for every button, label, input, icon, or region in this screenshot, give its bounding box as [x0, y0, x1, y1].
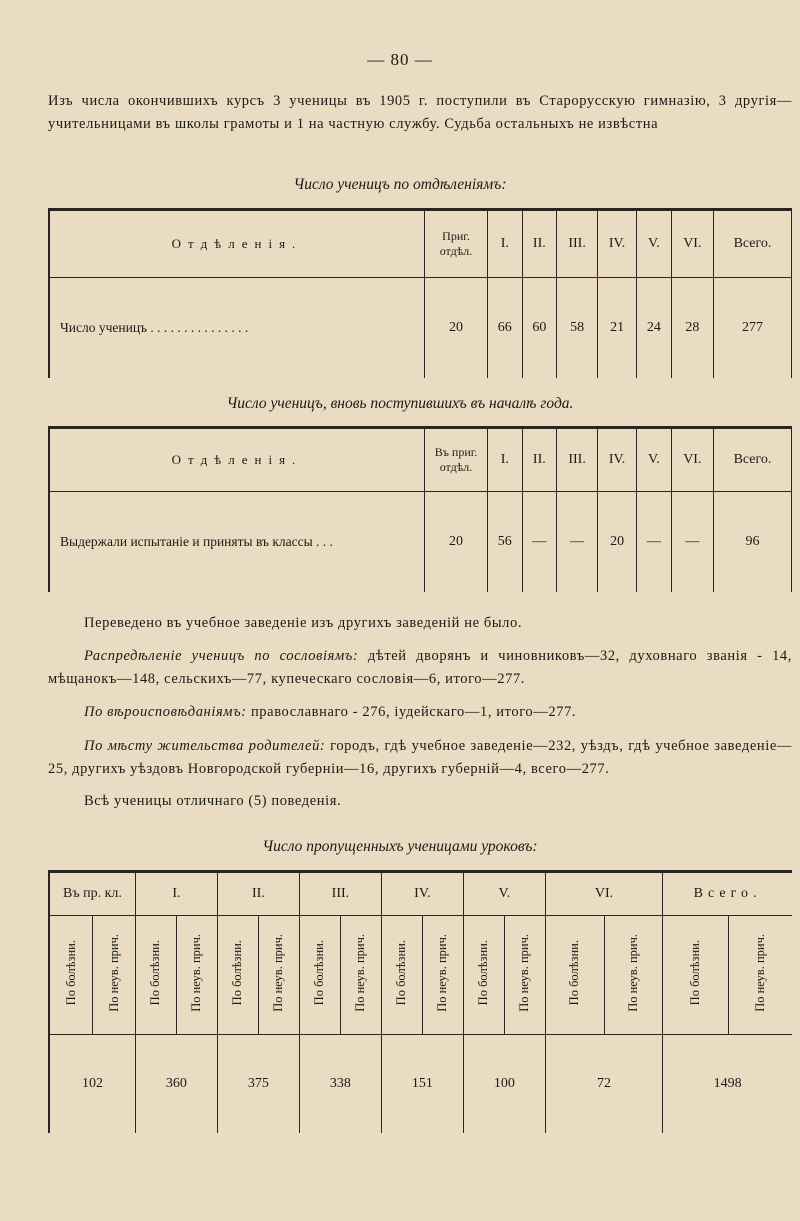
table1-cell: 66 — [488, 278, 523, 378]
table-students-by-division — [48, 208, 792, 378]
table2-col: Въ приг. отдѣл. — [425, 428, 488, 492]
estates-paragraph — [48, 645, 792, 691]
table2-caption: Число ученицъ, вновь поступившихъ въ началѣ года. — [226, 395, 574, 412]
page-number: — 80 — — [367, 50, 433, 69]
sub-illness: По болѣзни. — [63, 939, 78, 1006]
table-missed-lessons — [48, 870, 792, 1133]
table1-cell: 20 — [425, 278, 488, 378]
table1-col: VI. — [671, 210, 713, 278]
table3-cell: 72 — [545, 1035, 662, 1134]
sub-illness: По болѣзни. — [688, 939, 703, 1006]
sub-unexcused: По неув. прич. — [106, 933, 121, 1012]
table3-group: V. — [463, 872, 545, 916]
table3-group: II. — [217, 872, 299, 916]
table1-header-label: Отдѣленія. — [49, 210, 425, 278]
religion-paragraph — [48, 701, 792, 724]
sub-unexcused: По неув. прич. — [353, 933, 368, 1012]
table3-cell: 151 — [381, 1035, 463, 1134]
sub-illness: По болѣзни. — [567, 939, 582, 1006]
table2-col: III. — [557, 428, 598, 492]
table3-group: IV. — [381, 872, 463, 916]
table-row — [49, 492, 792, 592]
table3-caption: Число пропущенныхъ ученицами уроковъ: — [262, 838, 538, 855]
table1-col: II. — [522, 210, 557, 278]
table3-group: III. — [299, 872, 381, 916]
sub-unexcused: По неув. прич. — [435, 933, 450, 1012]
table1-col: I. — [488, 210, 523, 278]
table3-cell: 102 — [49, 1035, 135, 1134]
table2-cell: — — [637, 492, 672, 592]
residence-paragraph — [48, 735, 792, 781]
table2-cell: 56 — [488, 492, 523, 592]
table3-cell: 100 — [463, 1035, 545, 1134]
table2-cell: — — [557, 492, 598, 592]
table2-row-label: Выдержали испытаніе и приняты въ классы . . . — [49, 492, 425, 592]
table3-group: Въ пр. кл. — [49, 872, 135, 916]
estates-text: дѣтей дворянъ и чиновниковъ—32, духовнаго званія - 14, мѣщанокъ—148, сельскихъ—77, купеческаго сословія—6, итого—277. — [48, 648, 793, 687]
table3-cell: 338 — [299, 1035, 381, 1134]
table3-cell: 360 — [135, 1035, 217, 1134]
table2-header-label: Отдѣленія. — [49, 428, 425, 492]
table1-col: Приг. отдѣл. — [425, 210, 488, 278]
table1-col: V. — [637, 210, 672, 278]
table2-cell: 20 — [425, 492, 488, 592]
table1-caption: Число ученицъ по отдѣленіямъ: — [293, 176, 507, 193]
sub-illness: По болѣзни. — [394, 939, 409, 1006]
table1-cell: 60 — [522, 278, 557, 378]
table2-cell: — — [671, 492, 713, 592]
intro-paragraph: Изъ числа окончившихъ курсъ 3 ученицы въ 1905 г. поступили въ Старорусскую гимназію, 3 другія—учительницами въ школы грамоты и 1 на частную службу. Судьба остальныхъ не извѣстна — [48, 93, 792, 132]
sub-unexcused: По неув. прич. — [752, 933, 767, 1012]
table1-cell: 28 — [671, 278, 713, 378]
estates-lead: Распредѣленіе ученицъ по сословіямъ: — [84, 648, 359, 664]
sub-illness: По болѣзни. — [230, 939, 245, 1006]
sub-illness: По болѣзни. — [312, 939, 327, 1006]
table3-group: Всего. — [663, 872, 792, 916]
table3-cell: 1498 — [663, 1035, 792, 1134]
table2-col: VI. — [671, 428, 713, 492]
table2-col: Всего. — [714, 428, 792, 492]
table1-cell: 277 — [714, 278, 792, 378]
conduct-paragraph: Всѣ ученицы отличнаго (5) поведенія. — [84, 793, 342, 809]
sub-unexcused: По неув. прич. — [271, 933, 286, 1012]
table-row — [49, 1035, 792, 1134]
table2-col: I. — [488, 428, 523, 492]
table2-col: IV. — [598, 428, 637, 492]
table1-cell: 58 — [557, 278, 598, 378]
table1-col: IV. — [598, 210, 637, 278]
religion-lead: По вѣроисповѣданіямъ: — [84, 704, 247, 720]
table2-cell: 96 — [714, 492, 792, 592]
table1-col: Всего. — [714, 210, 792, 278]
sub-unexcused: По неув. прич. — [517, 933, 532, 1012]
table1-col: III. — [557, 210, 598, 278]
transfer-paragraph: Переведено въ учебное заведеніе изъ другихъ заведеній не было. — [84, 615, 523, 631]
table-new-students — [48, 426, 792, 592]
sub-unexcused: По неув. прич. — [625, 933, 640, 1012]
table3-group: VI. — [545, 872, 662, 916]
sub-illness: По болѣзни. — [476, 939, 491, 1006]
table1-cell: 24 — [637, 278, 672, 378]
residence-lead: По мѣсту жительства родителей: — [84, 738, 326, 754]
table2-cell: 20 — [598, 492, 637, 592]
table3-group: I. — [135, 872, 217, 916]
table1-cell: 21 — [598, 278, 637, 378]
table-row — [49, 278, 792, 378]
residence-text: городъ, гдѣ учебное заведеніе—232, уѣздъ, гдѣ учебное заведеніе—25, другихъ уѣздовъ Новгородской губерніи—16, другихъ губерній—4, всего—277. — [48, 738, 792, 777]
table2-cell: — — [522, 492, 557, 592]
table1-row-label: Число ученицъ . . . . . . . . . . . . . . . — [49, 278, 425, 378]
religion-text: православнаго - 276, іудейскаго—1, итого—277. — [246, 704, 577, 720]
table2-col: II. — [522, 428, 557, 492]
sub-unexcused: По неув. прич. — [189, 933, 204, 1012]
table3-cell: 375 — [217, 1035, 299, 1134]
sub-illness: По болѣзни. — [148, 939, 163, 1006]
table2-col: V. — [637, 428, 672, 492]
